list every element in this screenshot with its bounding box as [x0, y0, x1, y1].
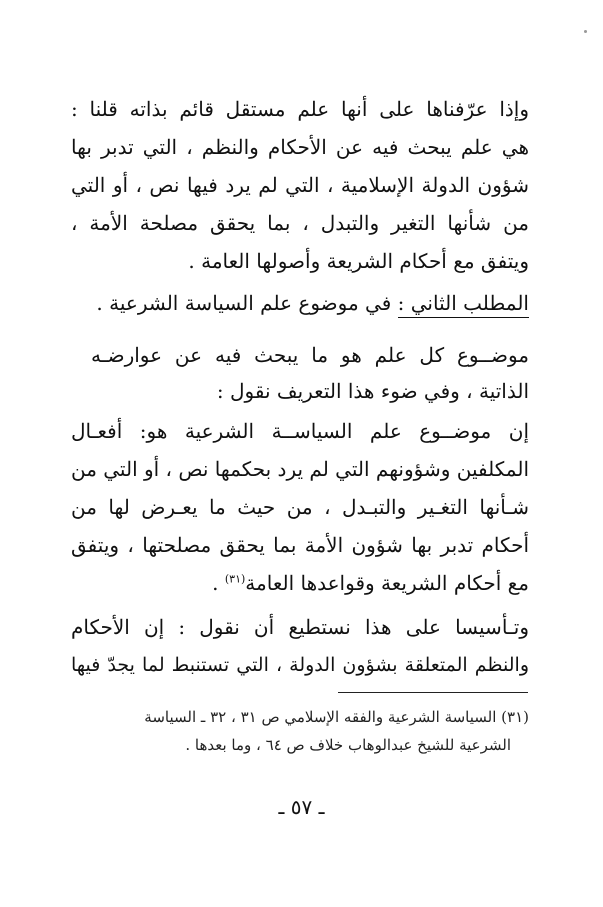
- page-number: ـ ٥٧ ـ: [278, 795, 325, 819]
- section-heading: [96, 286, 529, 320]
- body-line: شـأنها التغـير والتبـدل ، من حيث ما يعـرض لها من: [71, 495, 529, 519]
- body-line: إن موضــوع علم السياســة الشرعية هو: أفعـال: [71, 419, 529, 443]
- body-line: أحكام تدبر بها شؤون الأمة بما يحقق مصلحتها ، ويتفق: [71, 533, 529, 557]
- body-line-last: [71, 566, 529, 600]
- section-title: في موضوع علم السياسة الشرعية .: [96, 291, 392, 315]
- sentence-end: .: [212, 571, 225, 595]
- body-line: والنظم المتعلقة بشؤون الدولة ، التي تستنبط لما يجدّ فيها: [71, 654, 529, 676]
- body-line: هي علم يبحث فيه عن الأحكام والنظم ، التي تدبر بها: [71, 135, 529, 159]
- footnote-divider: [338, 692, 528, 693]
- section-label: المطلب الثاني :: [398, 291, 529, 318]
- body-line: موضــوع كل علم هو ما يبحث فيه عن عوارضـه: [91, 343, 529, 367]
- footnote-line: الشرعية للشيخ عبدالوهاب خلاف ص ٦٤ ، وما بعدها .: [185, 736, 511, 754]
- body-line: ويتفق مع أحكام الشريعة وأصولها العامة .: [188, 249, 529, 273]
- footnote-line: (٣١) السياسة الشرعية والفقه الإسلامي ص ٣١ ، ٣٢ ـ السياسة: [144, 708, 529, 726]
- body-line: وإذا عرّفناها على أنها علم مستقل قائم بذاته قلنا :: [71, 97, 529, 121]
- body-line: وتـأسيسا على هذا نستطيع أن نقول : إن الأحكام: [71, 615, 529, 639]
- footnote-reference: (٣١): [224, 572, 246, 586]
- body-line: المكلفين وشؤونهم التي لم يرد بحكمها نص ، أو التي من: [70, 457, 529, 481]
- scan-speck: [584, 30, 587, 33]
- body-text: مع أحكام الشريعة وقواعدها العامة: [245, 571, 529, 595]
- body-line: من شأنها التغير والتبدل ، بما يحقق مصلحة الأمة ،: [71, 211, 529, 235]
- body-line: شؤون الدولة الإسلامية ، التي لم يرد فيها نص ، أو التي: [71, 173, 529, 197]
- body-line: الذاتية ، وفي ضوء هذا التعريف نقول :: [216, 379, 529, 403]
